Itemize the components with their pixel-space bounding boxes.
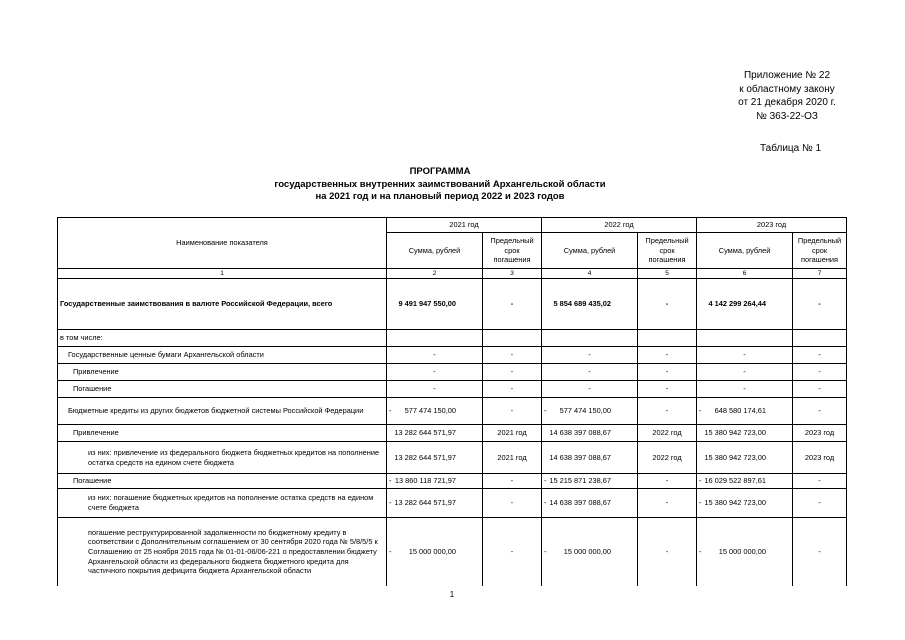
sum-2021: 577 474 150,00 [404, 406, 456, 416]
minus-sign: - [389, 406, 392, 416]
title-line: на 2021 год и на плановый период 2022 и 2023 годов [315, 191, 565, 202]
minus-sign: - [699, 498, 702, 508]
sum-2023: - [697, 364, 793, 381]
table-row [58, 330, 847, 347]
sum-2022: 5 854 689 435,02 [542, 279, 638, 330]
sum-2022: 577 474 150,00 [559, 406, 612, 416]
table-row [58, 474, 847, 489]
term-2022: - [638, 474, 697, 489]
term-2022: 2022 год [638, 425, 697, 442]
sum-2022: 14 638 397 088,67 [542, 425, 638, 442]
sum-2022: 14 638 397 088,67 [549, 498, 612, 508]
header-year: 2023 год [697, 218, 847, 233]
term-2021: - [483, 398, 542, 425]
minus-sign: - [544, 546, 547, 556]
borrowing-table [57, 217, 847, 586]
minus-sign: - [699, 476, 702, 486]
sum-2023: 4 142 299 264,44 [697, 279, 793, 330]
col-number: 6 [697, 269, 793, 279]
term-2023: - [793, 347, 847, 364]
col-number: 5 [638, 269, 697, 279]
col-number: 7 [793, 269, 847, 279]
title-line: государственных внутренних заимствований Архангельской области [274, 178, 606, 190]
appendix-line: № 363-22-ОЗ [756, 110, 818, 122]
sum-2023: - [697, 381, 793, 398]
term-2023: 2023 год [793, 442, 847, 474]
sum-2021: 13 860 118 721,97 [394, 476, 456, 486]
term-2021: 2021 год [483, 442, 542, 474]
minus-sign: - [389, 546, 392, 556]
page-number: 1 [449, 590, 455, 599]
row-label: Бюджетные кредиты из других бюджетов бюджетной системы Российской Федерации [58, 398, 387, 425]
header-term: Предельный срок погашения [638, 233, 697, 269]
table-row [58, 398, 847, 425]
minus-sign: - [699, 406, 702, 416]
header-name-col: Наименование показателя [58, 218, 387, 269]
sum-2021: 13 282 644 571,97 [394, 498, 456, 508]
header-sum: Сумма, рублей [387, 233, 483, 269]
table-row [58, 425, 847, 442]
program-title [200, 166, 680, 204]
sum-2022: 15 215 871 238,67 [549, 476, 612, 486]
term-2021: - [483, 347, 542, 364]
minus-sign: - [544, 406, 547, 416]
sum-2022: 14 638 397 088,67 [542, 442, 638, 474]
sum-2023: 648 580 174,61 [714, 406, 767, 416]
row-label: в том числе: [58, 330, 387, 347]
table-row [58, 442, 847, 474]
row-label: Государственные заимствования в валюте Российской Федерации, всего [58, 279, 387, 330]
term-2023: 2023 год [793, 425, 847, 442]
appendix-line: к областному закону [739, 83, 835, 95]
header-sum: Сумма, рублей [697, 233, 793, 269]
term-2021: - [483, 474, 542, 489]
header-year: 2022 год [542, 218, 697, 233]
sum-2023: 15 000 000,00 [718, 546, 767, 556]
row-label: Погашение [58, 381, 387, 398]
table-row [58, 518, 847, 586]
term-2022: - [638, 489, 697, 518]
term-2021: - [483, 364, 542, 381]
table-row [58, 381, 847, 398]
term-2023: - [793, 489, 847, 518]
row-label: из них: погашение бюджетных кредитов на пополнение остатка средств на едином счете бюджета [58, 489, 387, 518]
sum-2021: - [387, 364, 483, 381]
sum-2023: 16 029 522 897,61 [704, 476, 767, 486]
title-line: ПРОГРАММА [409, 166, 471, 177]
term-2022: - [638, 364, 697, 381]
table-row [58, 364, 847, 381]
sum-2022: 15 000 000,00 [563, 546, 612, 556]
term-2021: 2021 год [483, 425, 542, 442]
row-label: из них: привлечение из федерального бюджета бюджетных кредитов на пополнение остатка средств на едином счете бюджета [58, 442, 387, 474]
header-year: 2021 год [387, 218, 542, 233]
term-2022: - [638, 518, 697, 586]
col-number: 4 [542, 269, 638, 279]
sum-2022: - [542, 364, 638, 381]
sum-2021: 13 282 644 571,97 [387, 425, 483, 442]
term-2023: - [793, 279, 847, 330]
sum-2021: 15 000 000,00 [408, 546, 456, 556]
term-2023: - [793, 381, 847, 398]
row-label: Привлечение [58, 425, 387, 442]
col-number: 3 [483, 269, 542, 279]
header-term: Предельный срок погашения [793, 233, 847, 269]
appendix-block [712, 69, 862, 123]
term-2022: 2022 год [638, 442, 697, 474]
header-sum: Сумма, рублей [542, 233, 638, 269]
term-2021: - [483, 381, 542, 398]
minus-sign: - [699, 546, 702, 556]
row-label: погашение реструктурированной задолженности по бюджетному кредиту в соответствии с Дополнительным соглашением от 30 сентября 2020 года № 5/8/5/5 к Соглашению от 25 ноября 2015 года № 01-01-06/06-221 о предоставлении бюджету Архангельской области из федерального бюджета бюджетного кредита для частичного покрытия дефицита бюджета Архангельской области [58, 518, 387, 586]
sum-2023: 15 380 942 723,00 [697, 425, 793, 442]
sum-2022: - [542, 347, 638, 364]
term-2022: - [638, 279, 697, 330]
table-label: Таблица № 1 [760, 143, 822, 154]
sum-2023: 15 380 942 723,00 [704, 498, 767, 508]
term-2022: - [638, 381, 697, 398]
term-2022: - [638, 398, 697, 425]
table-row [58, 279, 847, 330]
header-term: Предельный срок погашения [483, 233, 542, 269]
term-2023: - [793, 364, 847, 381]
minus-sign: - [544, 498, 547, 508]
term-2023: - [793, 474, 847, 489]
term-2021: - [483, 489, 542, 518]
minus-sign: - [389, 476, 392, 486]
sum-2021: - [387, 347, 483, 364]
minus-sign: - [544, 476, 547, 486]
row-label: Привлечение [58, 364, 387, 381]
term-2021: - [483, 279, 542, 330]
minus-sign: - [389, 498, 392, 508]
col-number: 2 [387, 269, 483, 279]
row-label: Погашение [58, 474, 387, 489]
term-2023: - [793, 518, 847, 586]
term-2021: - [483, 518, 542, 586]
row-label: Государственные ценные бумаги Архангельской области [58, 347, 387, 364]
sum-2021: 9 491 947 550,00 [387, 279, 483, 330]
sum-2021: 13 282 644 571,97 [387, 442, 483, 474]
sum-2023: - [697, 347, 793, 364]
col-number: 1 [58, 269, 387, 279]
appendix-line: Приложение № 22 [743, 70, 831, 81]
sum-2023: 15 380 942 723,00 [697, 442, 793, 474]
table-row [58, 347, 847, 364]
sum-2022: - [542, 381, 638, 398]
term-2023: - [793, 398, 847, 425]
appendix-line: от 21 декабря 2020 г. [738, 97, 836, 108]
term-2022: - [638, 347, 697, 364]
sum-2021: - [387, 381, 483, 398]
table-row [58, 489, 847, 518]
